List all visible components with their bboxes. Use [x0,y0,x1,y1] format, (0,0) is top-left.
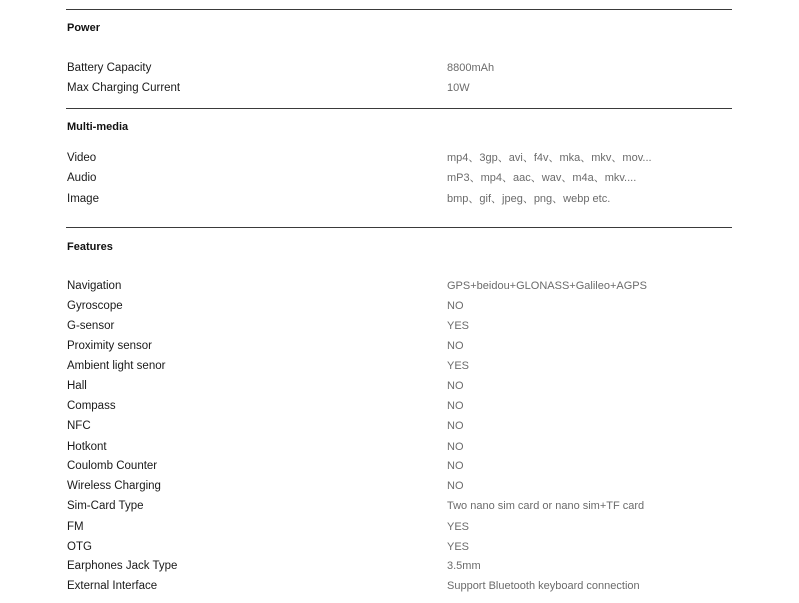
spec-label: Video [67,152,97,164]
spec-label: G-sensor [67,320,115,332]
spec-row-earphones-jack-type [67,559,732,579]
spec-row-compass [67,399,732,419]
spec-label: Navigation [67,280,122,292]
spec-label: Hall [67,380,87,392]
spec-row-ambient-light-sensor [67,359,732,379]
spec-label: Battery Capacity [67,62,152,74]
spec-label: Gyroscope [67,300,123,312]
spec-value: Support Bluetooth keyboard connection [447,580,640,592]
spec-value: 8800mAh [447,62,495,74]
spec-value: NO [447,441,464,453]
spec-row-nfc [67,419,732,439]
spec-label: Proximity sensor [67,340,152,352]
spec-row-gyroscope [67,299,732,319]
spec-value: 10W [447,82,470,94]
spec-label: Ambient light senor [67,360,166,372]
section-title-power: Power [67,22,101,34]
spec-row-coulomb-counter [67,459,732,479]
spec-row-battery-capacity [67,61,732,81]
spec-label: Audio [67,172,97,184]
spec-value: 3.5mm [447,560,481,572]
spec-row-hall [67,379,732,399]
spec-value: NO [447,300,464,312]
spec-row-g-sensor [67,319,732,339]
spec-value: NO [447,420,464,432]
section-title-multimedia: Multi-media [67,121,129,133]
section-title-features: Features [67,241,113,253]
spec-label: Max Charging Current [67,82,181,94]
spec-row-navigation [67,279,732,299]
spec-row-wireless-charging [67,479,732,499]
spec-row-hotkont [67,440,732,460]
spec-row-otg [67,540,732,560]
spec-value: YES [447,320,470,332]
spec-label: Wireless Charging [67,480,161,492]
spec-value: Two nano sim card or nano sim+TF card [447,500,645,512]
spec-value: GPS+beidou+GLONASS+Galileo+AGPS [447,280,647,292]
spec-label: FM [67,521,84,533]
spec-row-external-interface [67,579,732,599]
spec-row-fm [67,520,732,540]
spec-label: External Interface [67,580,158,592]
spec-value: mp4、3gp、avi、f4v、mka、mkv、mov... [447,152,652,164]
spec-row-max-charging-current [67,81,732,101]
spec-label: Image [67,193,99,205]
spec-row-image [67,192,732,212]
section-divider-features [66,227,732,228]
spec-label: Hotkont [67,441,107,453]
spec-row-proximity-sensor [67,339,732,359]
spec-value: YES [447,360,470,372]
spec-row-sim-card-type [67,499,732,519]
spec-label: OTG [67,541,92,553]
spec-value: NO [447,400,464,412]
section-divider-top [66,9,732,10]
spec-value: NO [447,460,464,472]
spec-value: mP3、mp4、aac、wav、m4a、mkv.... [447,172,637,184]
spec-value: NO [447,380,464,392]
spec-label: Sim-Card Type [67,500,144,512]
spec-value: YES [447,541,470,553]
section-divider-multimedia [66,108,732,109]
spec-row-audio [67,171,732,191]
spec-label: Coulomb Counter [67,460,158,472]
spec-value: NO [447,480,464,492]
spec-value: YES [447,521,470,533]
spec-row-video [67,151,732,171]
spec-label: NFC [67,420,91,432]
spec-label: Compass [67,400,116,412]
spec-label: Earphones Jack Type [67,560,178,572]
spec-value: bmp、gif、jpeg、png、webp etc. [447,193,611,205]
spec-value: NO [447,340,464,352]
